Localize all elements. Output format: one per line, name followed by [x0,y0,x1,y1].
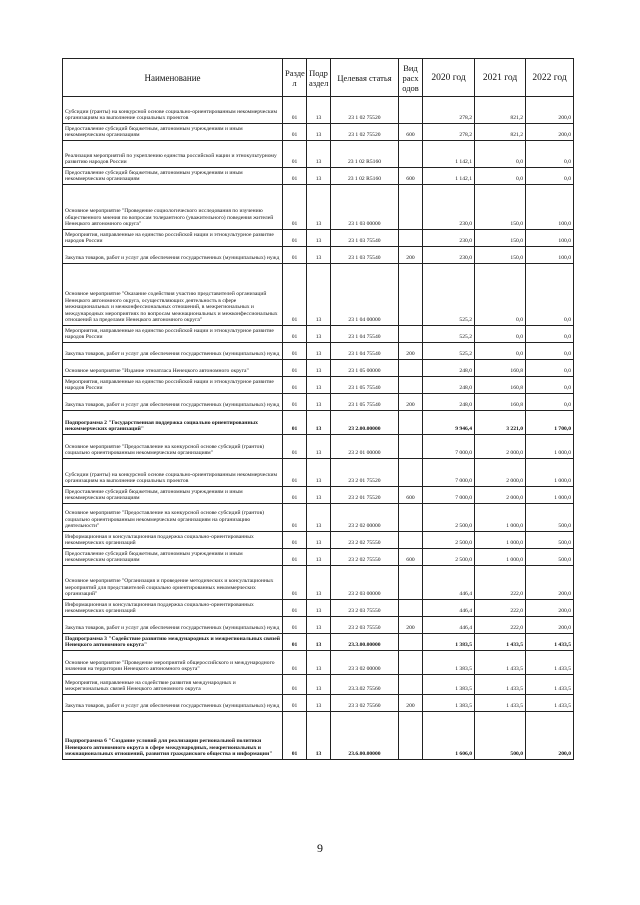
row-subsection: 13 [307,185,331,230]
row-subsection: 13 [307,459,331,487]
row-subsection: 13 [307,124,331,141]
row-value-2021: 1 433,5 [475,651,526,675]
row-value-2022: 0,0 [526,326,574,343]
row-value-2021: 2 000,0 [475,459,526,487]
row-expense-type [399,97,423,124]
row-target-article: 23 1 03 00000 [331,185,399,230]
header-target-article: Целевая статья [331,59,399,97]
row-target-article: 23 2 03 75550 [331,617,399,634]
row-value-2021: 160,8 [475,360,526,377]
row-expense-type [399,566,423,600]
budget-table [62,58,574,760]
row-subsection: 13 [307,377,331,394]
row-name: Подпрограмма 3 "Содействие развитию международных и межрегиональных связей Ненецкого автономного округа" [63,634,283,651]
row-section: 01 [283,675,307,695]
row-value-2022: 200,0 [526,712,574,760]
row-expense-type [399,459,423,487]
table-row [63,343,574,360]
row-value-2021: 222,0 [475,600,526,617]
row-value-2022: 200,0 [526,97,574,124]
row-target-article: 23 1 02 75520 [331,124,399,141]
row-value-2022: 1 433,5 [526,651,574,675]
row-name: Субсидии (гранты) на конкурсной основе социально-ориентированным некоммерческим организациям на выполнение социальных проектов [63,459,283,487]
row-value-2021: 0,0 [475,326,526,343]
row-expense-type [399,675,423,695]
row-value-2020: 1 142,1 [423,141,475,168]
row-section: 01 [283,264,307,326]
row-section: 01 [283,326,307,343]
row-value-2021: 1 000,0 [475,532,526,549]
row-value-2022: 0,0 [526,343,574,360]
row-value-2021: 1 433,5 [475,695,526,712]
row-value-2020: 2 500,0 [423,549,475,566]
row-name: Информационная и консультационная поддержка социально-ориентированных некоммерческих организаций [63,600,283,617]
row-value-2020: 7 000,0 [423,459,475,487]
row-value-2022: 1 000,0 [526,435,574,459]
row-name: Информационная и консультационная поддержка социально-ориентированных некоммерческих организаций [63,532,283,549]
table-row [63,651,574,675]
row-expense-type [399,141,423,168]
row-section: 01 [283,377,307,394]
row-subsection: 13 [307,97,331,124]
row-value-2020: 230,0 [423,230,475,247]
table-row [63,459,574,487]
row-subsection: 13 [307,141,331,168]
row-value-2022: 500,0 [526,549,574,566]
table-row [63,97,574,124]
row-section: 01 [283,124,307,141]
row-expense-type [399,185,423,230]
row-name: Закупка товаров, работ и услуг для обеспечения государственных (муниципальных) нужд [63,695,283,712]
row-value-2022: 100,0 [526,247,574,264]
row-expense-type [399,532,423,549]
row-section: 01 [283,712,307,760]
row-value-2020: 1 142,1 [423,168,475,185]
row-subsection: 13 [307,600,331,617]
row-expense-type [399,600,423,617]
row-target-article: 23 1 05 75540 [331,394,399,411]
row-name: Реализация мероприятий по укреплению единства российской нации и этнокультурному развитию народов России [63,141,283,168]
row-expense-type: 200 [399,695,423,712]
row-expense-type [399,264,423,326]
row-name: Мероприятия, направленные на единство российской нации и этнокультурное развитие народов России [63,230,283,247]
table-row [63,695,574,712]
row-value-2021: 2 000,0 [475,487,526,504]
row-subsection: 13 [307,230,331,247]
table-row [63,634,574,651]
row-name: Предоставление субсидий бюджетным, автономным учреждениям и иным некоммерческим организациям [63,487,283,504]
row-value-2022: 100,0 [526,230,574,247]
table-row [63,411,574,435]
row-expense-type [399,360,423,377]
row-value-2021: 150,0 [475,185,526,230]
row-subsection: 13 [307,343,331,360]
row-name: Предоставление субсидий бюджетным, автономным учреждениям и иным некоммерческим организациям [63,549,283,566]
row-target-article: 23 1 02 R5160 [331,168,399,185]
table-body [63,97,574,760]
table-row [63,247,574,264]
row-target-article: 23 2 01 00000 [331,435,399,459]
row-subsection: 13 [307,695,331,712]
row-section: 01 [283,634,307,651]
header-year-2021: 2021 год [475,59,526,97]
table-row [63,600,574,617]
row-target-article: 23 2 01 75520 [331,487,399,504]
row-target-article: 23 2 02 00000 [331,504,399,532]
row-subsection: 13 [307,675,331,695]
row-expense-type: 200 [399,247,423,264]
row-value-2022: 0,0 [526,168,574,185]
row-subsection: 13 [307,487,331,504]
row-value-2020: 7 000,0 [423,435,475,459]
row-section: 01 [283,230,307,247]
row-value-2021: 1 433,5 [475,675,526,695]
row-value-2021: 150,0 [475,247,526,264]
row-value-2020: 446,4 [423,600,475,617]
row-section: 01 [283,566,307,600]
table-row [63,185,574,230]
row-subsection: 13 [307,435,331,459]
row-name: Основное мероприятие "Оказание содействия участию представителей организаций Ненецкого автономного округа, осуществляющих деятельность в сфере межнациональных и межконфессиональных отношений, в межрегиональных и международных мероприятиях по вопросам межнациональных и межконфессиональных отношений за пределами Ненецкого автономного округа" [63,264,283,326]
page-number: 9 [317,841,323,855]
row-value-2022: 1 433,5 [526,675,574,695]
row-section: 01 [283,549,307,566]
row-value-2020: 248,0 [423,394,475,411]
table-row [63,532,574,549]
row-target-article: 23 1 02 75520 [331,97,399,124]
row-expense-type [399,411,423,435]
row-name: Предоставление субсидий бюджетным, автономным учреждениям и иным некоммерческим организациям [63,124,283,141]
row-section: 01 [283,411,307,435]
row-target-article: 23 3 02 75560 [331,695,399,712]
row-target-article: 23 1 03 75540 [331,247,399,264]
row-value-2022: 1 433,5 [526,695,574,712]
row-name: Мероприятия, направленные на единство российской нации и этнокультурное развитие народов России [63,326,283,343]
table-row [63,377,574,394]
row-expense-type: 200 [399,343,423,360]
row-name: Закупка товаров, работ и услуг для обеспечения государственных (муниципальных) нужд [63,247,283,264]
row-target-article: 23 2 02 75550 [331,532,399,549]
row-value-2020: 446,4 [423,617,475,634]
row-name: Основное мероприятие "Предоставление на конкурсной основе субсидий (грантов) социально ориентированным некоммерческим организациям" [63,435,283,459]
row-name: Подпрограмма 6 "Создание условий для реализации региональной политики Ненецкого автономного округа в сфере международных, межрегиональных и межнациональных отношений, развития гражданского общества и информации" [63,712,283,760]
row-section: 01 [283,651,307,675]
table-row [63,549,574,566]
row-value-2021: 3 221,0 [475,411,526,435]
row-value-2020: 525,2 [423,326,475,343]
row-expense-type [399,230,423,247]
row-value-2022: 0,0 [526,377,574,394]
row-expense-type: 600 [399,168,423,185]
row-subsection: 13 [307,394,331,411]
row-value-2021: 821,2 [475,124,526,141]
row-name: Основное мероприятие "Издание этноатласа Ненецкого автономного округа" [63,360,283,377]
row-value-2021: 222,0 [475,617,526,634]
row-value-2021: 821,2 [475,97,526,124]
row-name: Основное мероприятие "Проведение социологического исследования по изучению общественного мнения по вопросам толерантного (уважительного) поведения жителей Ненецкого автономного округа" [63,185,283,230]
row-name: Основное мероприятие "Организация и проведение методических и консультационных мероприятий для представителей социально ориентированных некоммерческих организаций" [63,566,283,600]
table-row [63,360,574,377]
row-expense-type: 200 [399,617,423,634]
row-name: Закупка товаров, работ и услуг для обеспечения государственных (муниципальных) нужд [63,617,283,634]
header-expense-type: Вид расх одов [399,59,423,97]
row-value-2021: 150,0 [475,230,526,247]
row-subsection: 13 [307,247,331,264]
table-row [63,617,574,634]
row-subsection: 13 [307,651,331,675]
row-value-2020: 248,0 [423,360,475,377]
row-target-article: 23 1 05 75540 [331,377,399,394]
row-name: Предоставление субсидий бюджетным, автономным учреждениям и иным некоммерческим организациям [63,168,283,185]
row-value-2020: 7 000,0 [423,487,475,504]
row-section: 01 [283,141,307,168]
row-value-2021: 2 000,0 [475,435,526,459]
row-section: 01 [283,617,307,634]
row-section: 01 [283,168,307,185]
row-value-2020: 230,0 [423,185,475,230]
row-section: 01 [283,600,307,617]
row-value-2022: 200,0 [526,566,574,600]
row-target-article: 23 3 02 00000 [331,651,399,675]
row-expense-type [399,634,423,651]
row-value-2021: 500,0 [475,712,526,760]
row-value-2022: 0,0 [526,264,574,326]
row-subsection: 13 [307,168,331,185]
row-target-article: 23 1 04 75540 [331,343,399,360]
row-subsection: 13 [307,532,331,549]
header-row [63,59,574,97]
row-expense-type [399,712,423,760]
row-value-2022: 200,0 [526,124,574,141]
row-value-2022: 1 000,0 [526,487,574,504]
row-value-2022: 200,0 [526,617,574,634]
row-value-2020: 1 383,5 [423,695,475,712]
row-value-2020: 525,2 [423,264,475,326]
row-value-2021: 160,8 [475,394,526,411]
table-row [63,124,574,141]
table-row [63,326,574,343]
row-value-2022: 0,0 [526,141,574,168]
table-row [63,504,574,532]
row-value-2021: 1 433,5 [475,634,526,651]
table-row [63,168,574,185]
row-value-2022: 1 433,5 [526,634,574,651]
row-value-2020: 1 383,5 [423,634,475,651]
table-row [63,712,574,760]
row-target-article: 23.6.00.00000 [331,712,399,760]
row-expense-type: 600 [399,549,423,566]
row-section: 01 [283,487,307,504]
row-section: 01 [283,504,307,532]
table-row [63,264,574,326]
row-value-2021: 0,0 [475,343,526,360]
header-year-2022: 2022 год [526,59,574,97]
header-section: Разде л [283,59,307,97]
row-target-article: 23 1 03 75540 [331,230,399,247]
row-value-2022: 1 000,0 [526,459,574,487]
row-value-2022: 500,0 [526,532,574,549]
row-section: 01 [283,343,307,360]
row-name: Мероприятия, направленные на единство российской нации и этнокультурное развитие народов России [63,377,283,394]
row-target-article: 23 1 05 00000 [331,360,399,377]
row-value-2020: 446,4 [423,566,475,600]
row-value-2020: 278,2 [423,97,475,124]
row-value-2020: 2 500,0 [423,532,475,549]
row-expense-type [399,651,423,675]
row-value-2022: 0,0 [526,394,574,411]
row-target-article: 23 2 02 75550 [331,549,399,566]
table-row [63,675,574,695]
row-subsection: 13 [307,411,331,435]
row-name: Основное мероприятие "Проведение мероприятий общероссийского и международного значения на территории Ненецкого автономного округа" [63,651,283,675]
row-value-2021: 0,0 [475,168,526,185]
row-target-article: 23 2 03 00000 [331,566,399,600]
row-subsection: 13 [307,549,331,566]
row-value-2020: 1 606,0 [423,712,475,760]
row-subsection: 13 [307,634,331,651]
row-value-2020: 230,0 [423,247,475,264]
row-subsection: 13 [307,326,331,343]
row-target-article: 23 2.00.00000 [331,411,399,435]
row-name: Закупка товаров, работ и услуг для обеспечения государственных (муниципальных) нужд [63,343,283,360]
row-value-2021: 0,0 [475,264,526,326]
row-value-2022: 100,0 [526,185,574,230]
row-subsection: 13 [307,504,331,532]
row-target-article: 23 1 04 75540 [331,326,399,343]
row-value-2022: 0,0 [526,360,574,377]
row-expense-type [399,435,423,459]
row-value-2020: 525,2 [423,343,475,360]
row-expense-type [399,377,423,394]
row-section: 01 [283,360,307,377]
row-expense-type: 600 [399,487,423,504]
row-subsection: 13 [307,360,331,377]
table-row [63,566,574,600]
row-section: 01 [283,185,307,230]
row-section: 01 [283,532,307,549]
row-section: 01 [283,459,307,487]
row-value-2022: 200,0 [526,600,574,617]
table-row [63,141,574,168]
row-name: Подпрограмма 2 "Государственная поддержка социально ориентированных некоммерческих организаций" [63,411,283,435]
row-section: 01 [283,97,307,124]
row-name: Закупка товаров, работ и услуг для обеспечения государственных (муниципальных) нужд [63,394,283,411]
table-row [63,230,574,247]
header-year-2020: 2020 год [423,59,475,97]
row-target-article: 23.3.00.00000 [331,634,399,651]
table-row [63,435,574,459]
row-name: Мероприятия, направленные на содействие развития международных и межрегиональных связей Ненецкого автономного округа [63,675,283,695]
row-subsection: 13 [307,617,331,634]
row-section: 01 [283,394,307,411]
row-value-2021: 160,8 [475,377,526,394]
row-value-2022: 500,0 [526,504,574,532]
row-section: 01 [283,695,307,712]
row-value-2021: 0,0 [475,141,526,168]
row-target-article: 23.3.02 75560 [331,675,399,695]
row-value-2020: 1 383,5 [423,675,475,695]
row-section: 01 [283,435,307,459]
row-value-2022: 1 700,0 [526,411,574,435]
row-name: Основное мероприятие "Предоставление на конкурсной основе субсидий (грантов) социально ориентированным некоммерческим организациям на организацию деятельности" [63,504,283,532]
table-row [63,394,574,411]
row-subsection: 13 [307,712,331,760]
row-subsection: 13 [307,566,331,600]
row-value-2020: 248,0 [423,377,475,394]
row-expense-type [399,326,423,343]
row-value-2021: 222,0 [475,566,526,600]
table-row [63,487,574,504]
row-name: Субсидии (гранты) на конкурсной основе социально-ориентированным некоммерческим организациям на выполнение социальных проектов [63,97,283,124]
row-value-2021: 1 000,0 [475,504,526,532]
header-name: Наименование [63,59,283,97]
row-value-2020: 2 500,0 [423,504,475,532]
row-value-2021: 1 000,0 [475,549,526,566]
header-subsection: Подр аздел [307,59,331,97]
row-target-article: 23 1 04 00000 [331,264,399,326]
row-expense-type: 600 [399,124,423,141]
row-value-2020: 1 383,5 [423,651,475,675]
row-subsection: 13 [307,264,331,326]
row-target-article: 23 1 02 R5160 [331,141,399,168]
row-expense-type: 200 [399,394,423,411]
row-target-article: 23 2 03 75550 [331,600,399,617]
row-target-article: 23 2 01 75520 [331,459,399,487]
row-expense-type [399,504,423,532]
row-value-2020: 278,2 [423,124,475,141]
row-section: 01 [283,247,307,264]
row-value-2020: 9 946,4 [423,411,475,435]
